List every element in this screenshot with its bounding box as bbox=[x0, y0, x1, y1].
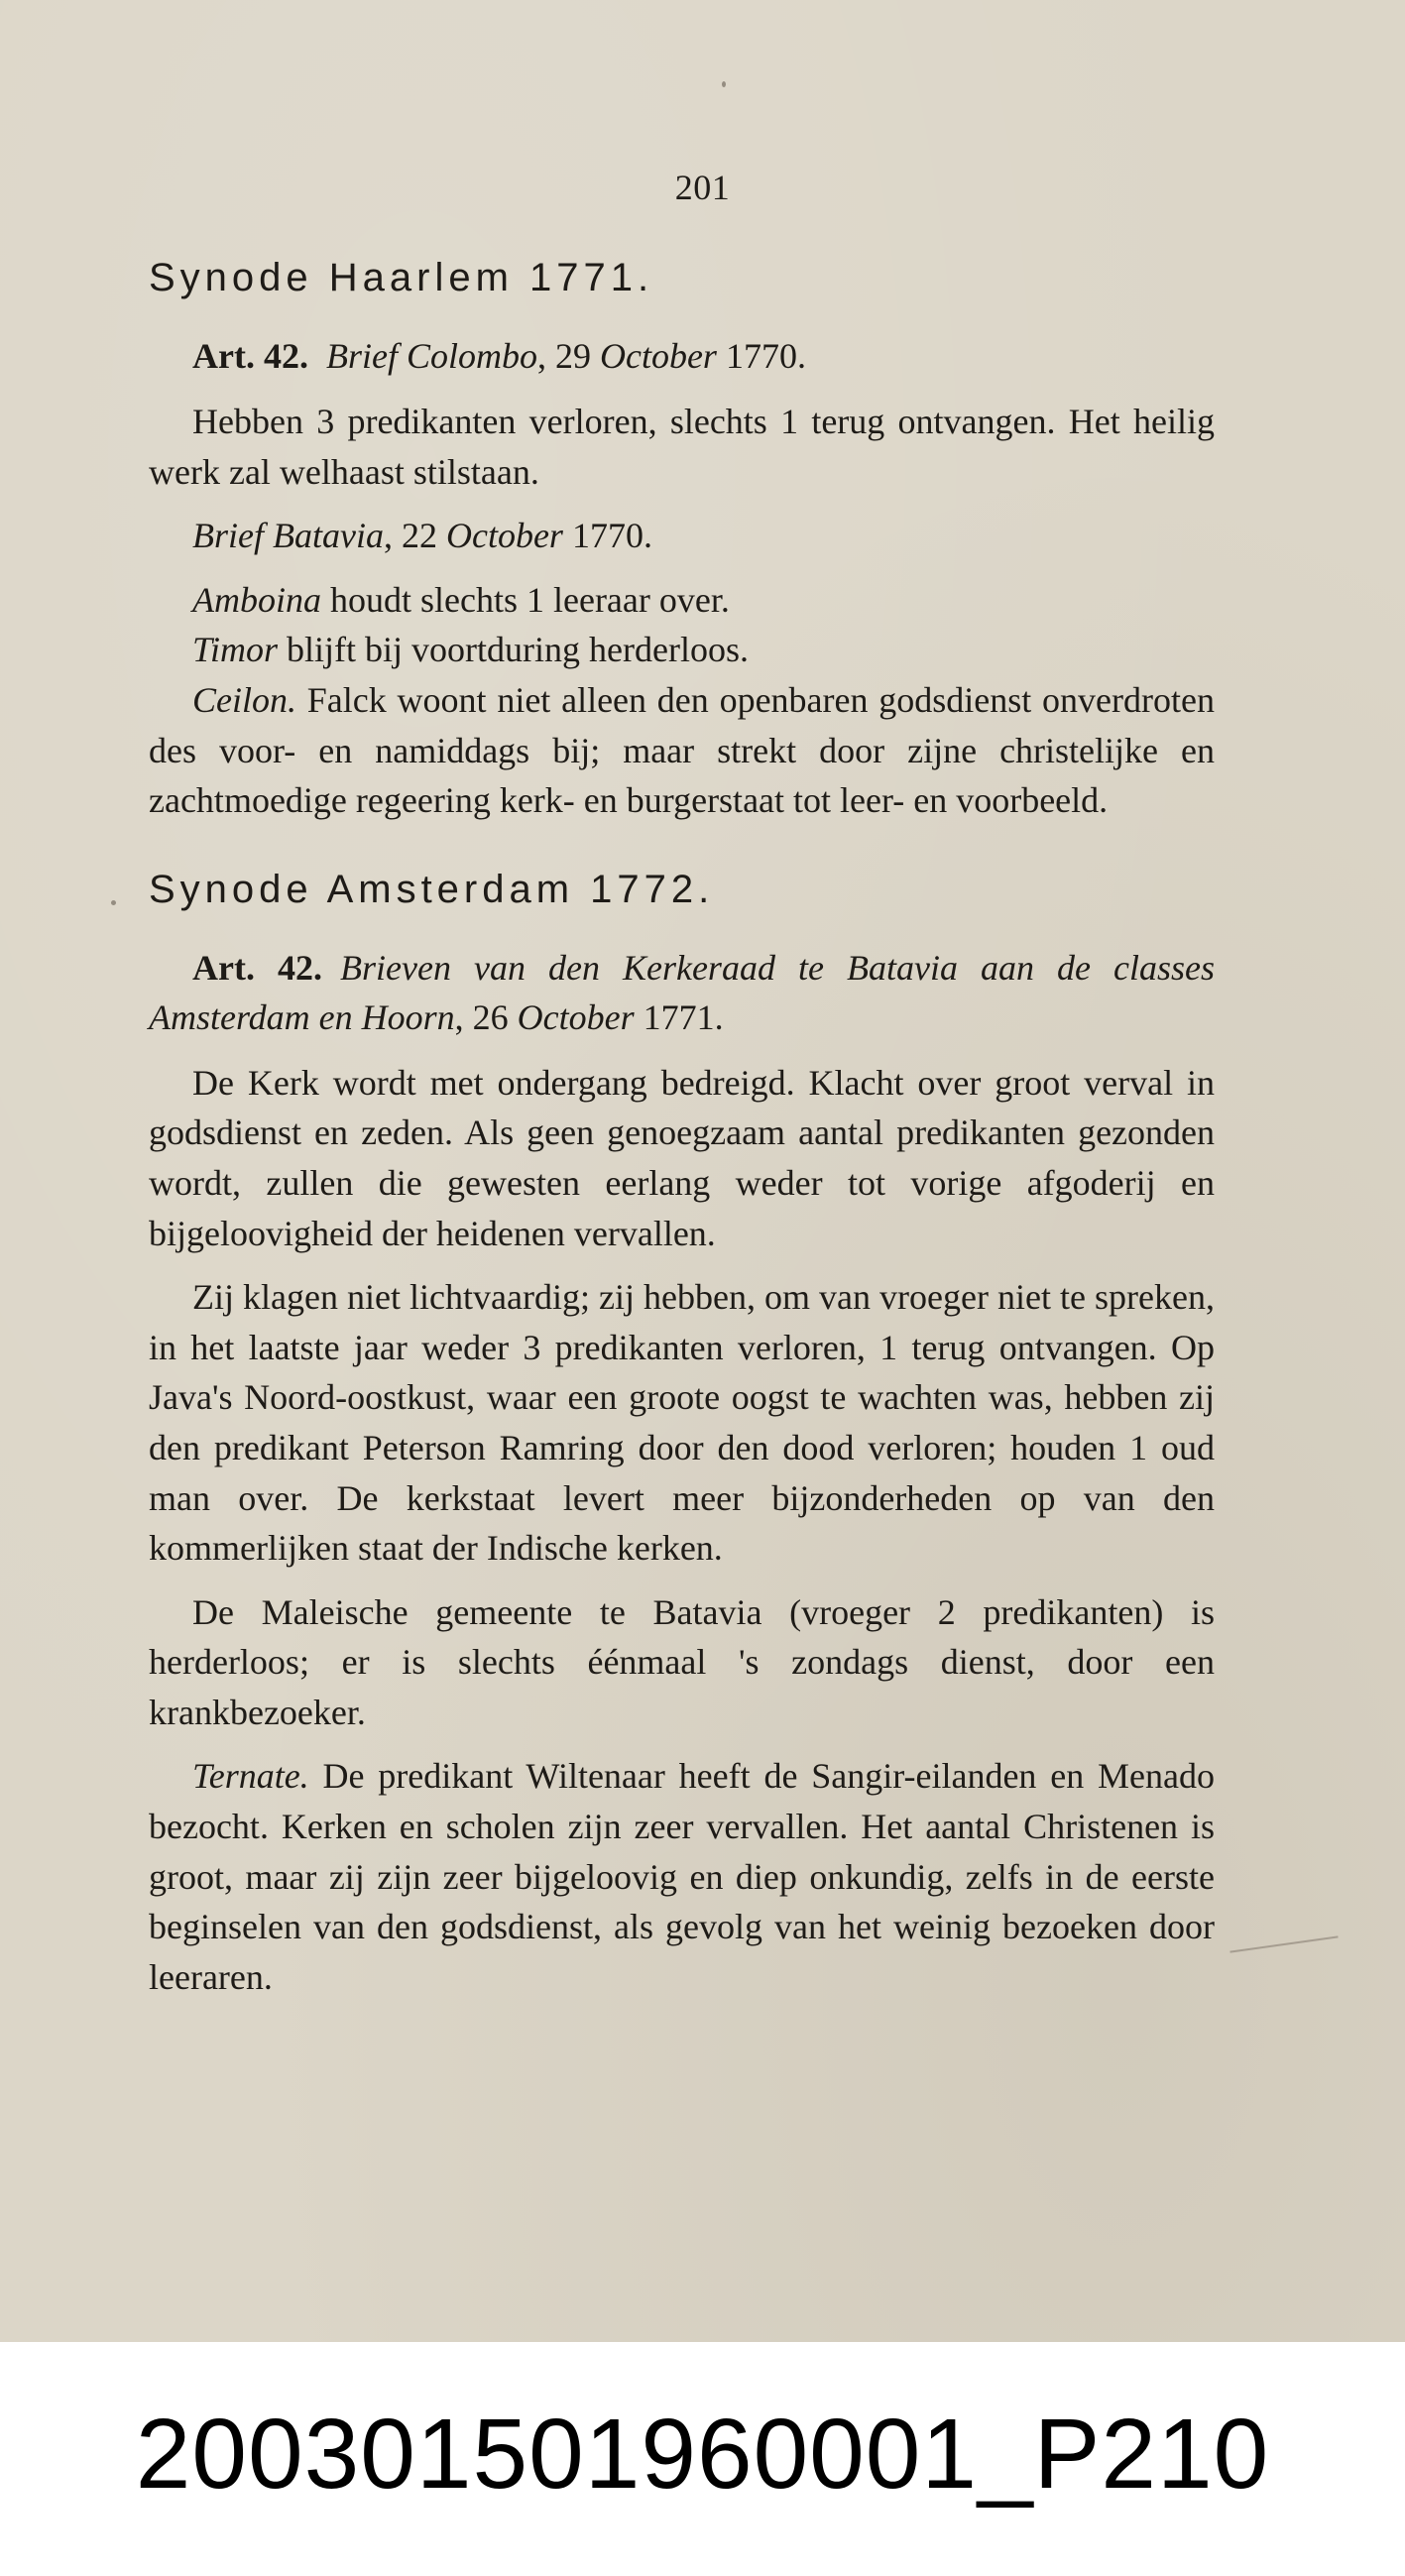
place-name: Timor bbox=[192, 630, 279, 670]
article-date: , 26 bbox=[454, 996, 518, 1037]
page-number: 201 bbox=[674, 168, 731, 207]
paragraph: Hebben 3 predikanten verloren, slechts 1 terug ontvangen. Het heilig werk zal welhaast stilstaan. bbox=[149, 402, 1215, 492]
paper-speck bbox=[111, 900, 116, 905]
article-heading bbox=[149, 331, 1215, 381]
synode-heading: Synode Amsterdam 1772. bbox=[149, 867, 715, 911]
paragraph-text: De predikant Wiltenaar heeft de Sangir-eilanden en Menado bezocht. Kerken en scholen zijn zeer vervallen. Het aantal Christenen is groot, maar zij zijn zeer bijgeloovig en diep onkundig, zelfs in de eerste beginselen van den godsdienst, als gevolg van het weinig bezoeken door leeraren. bbox=[149, 1756, 1215, 1997]
article-title: Brief Colombo bbox=[325, 336, 537, 376]
caption-bar bbox=[0, 2342, 1405, 2576]
article-heading bbox=[149, 943, 1215, 1042]
paragraph-text: houdt slechts 1 leeraar over. bbox=[321, 579, 730, 620]
article-label: Art. 42. bbox=[192, 336, 308, 376]
letter-month: October bbox=[445, 516, 563, 556]
paragraph: De Kerk wordt met ondergang bedreigd. Klacht over groot verval in godsdienst en zeden. Als geen genoegzaam aantal predikanten gezonden wordt, zullen die gewesten eerlang weder tot vorige afgoderij en bijgeloovigheid der heidenen vervallen. bbox=[149, 1062, 1215, 1253]
paragraph: De Maleische gemeente te Batavia (vroeger 2 predikanten) is herderloos; er is slechts éénmaal 's zondags dienst, door een krankbezoeker. bbox=[149, 1591, 1215, 1732]
image-identifier: 20030150196000‌1_P210 bbox=[135, 2399, 1270, 2510]
paragraph-text: Falck woont niet alleen den openbaren godsdienst onverdroten des voor- en namiddags bij; maar strekt door zijne christelijke en zachtmoedige regeering kerk- en burgerstaat tot leer- en voorbeeld. bbox=[149, 679, 1215, 821]
article-month: October bbox=[517, 996, 635, 1037]
article-title: Brieven van den Kerkeraad te Batavia aan de classes Amsterdam en Hoorn bbox=[149, 947, 1216, 1037]
article-label: Art. 42. bbox=[192, 947, 322, 988]
paragraph-text: blijft bij voortduring herderloos. bbox=[278, 630, 749, 670]
letter-title: Brief Batavia bbox=[192, 516, 384, 556]
paragraph: Zij klagen niet lichtvaardig; zij hebben, om van vroeger niet te spreken, in het laatste jaar weder 3 predikanten verloren, 1 terug ontvangen. Op Java's Noord-oostkust, waar een groote oogst te wachten was, hebben zij den predikant Peterson Ramring door den dood verloren; houden 1 oud man over. De kerkstaat levert meer bijzonderheden op van den kommerlijken staat der Indische kerken. bbox=[149, 1277, 1215, 1569]
paragraph-amboina bbox=[149, 575, 1215, 626]
synode-heading: Synode Haarlem 1771. bbox=[149, 256, 654, 299]
article-date: , 29 bbox=[536, 336, 600, 376]
place-name: Amboina bbox=[192, 579, 321, 620]
page-content bbox=[149, 248, 1215, 2016]
paragraph-ceilon bbox=[149, 675, 1215, 826]
letter-heading bbox=[149, 511, 1215, 561]
place-name: Ceilon. bbox=[192, 679, 296, 720]
letter-year: 1770. bbox=[562, 516, 652, 556]
paragraph-ternate bbox=[149, 1751, 1215, 2002]
place-name: Ternate. bbox=[192, 1756, 309, 1797]
paragraph-timor bbox=[149, 625, 1215, 675]
article-year: 1770. bbox=[716, 336, 806, 376]
article-month: October bbox=[599, 336, 717, 376]
pencil-mark bbox=[1229, 1935, 1338, 1952]
letter-date: , 22 bbox=[383, 516, 446, 556]
paper-speck bbox=[722, 81, 726, 87]
article-year: 1771. bbox=[634, 996, 724, 1037]
